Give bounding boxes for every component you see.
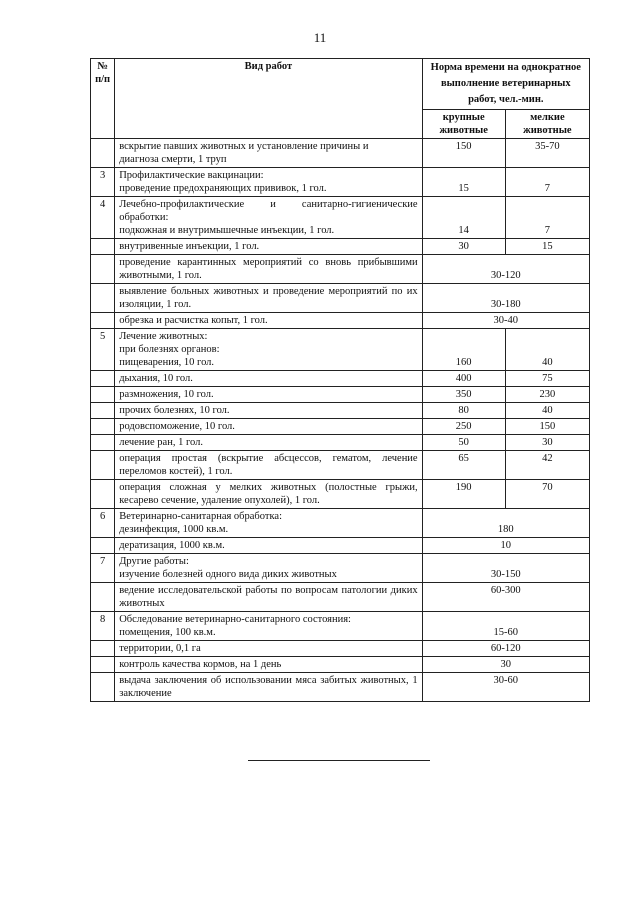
norm-value-large: 14 — [422, 197, 505, 239]
work-description — [115, 451, 422, 480]
norm-value-large: 50 — [422, 435, 505, 451]
table-row — [91, 480, 590, 509]
norm-value-large: 65 — [422, 451, 505, 480]
work-description-line: выявление больных животных и проведение мероприятий по их изоляции, 1 гол. — [119, 286, 418, 310]
table-row — [91, 435, 590, 451]
table-row — [91, 329, 590, 371]
norm-value-large: 80 — [422, 403, 505, 419]
work-description — [115, 435, 422, 451]
table-row — [91, 509, 590, 538]
norms-table — [90, 58, 590, 702]
norm-value-small: 70 — [505, 480, 589, 509]
norm-value-small: 30 — [505, 435, 589, 451]
work-description-line: территории, 0,1 га — [119, 643, 201, 654]
norm-value-large: 250 — [422, 419, 505, 435]
work-description — [115, 419, 422, 435]
table-row — [91, 313, 590, 329]
work-description-line: внутривенные инъекции, 1 гол. — [119, 241, 260, 252]
table-row — [91, 419, 590, 435]
table-row — [91, 657, 590, 673]
work-description — [115, 284, 422, 313]
row-number — [91, 139, 115, 168]
norm-value-large: 30 — [422, 239, 505, 255]
work-description-line: Обследование ветеринарно-санитарного состояния: — [119, 614, 351, 625]
norm-value-large: 150 — [422, 139, 505, 168]
norm-value-small: 15 — [505, 239, 589, 255]
norm-value-large: 400 — [422, 371, 505, 387]
work-description-line: дезинфекция, 1000 кв.м. — [119, 524, 229, 535]
norm-value-small: 40 — [505, 403, 589, 419]
table-row — [91, 641, 590, 657]
norm-value-common: 30-60 — [422, 673, 589, 702]
norm-value-small: 35-70 — [505, 139, 589, 168]
work-description-line: Другие работы: — [119, 556, 189, 567]
table-row — [91, 673, 590, 702]
row-number: 4 — [91, 197, 115, 239]
work-description — [115, 197, 422, 239]
work-description — [115, 329, 422, 371]
table-row — [91, 284, 590, 313]
footer-rule — [248, 760, 430, 761]
work-description-line: подкожная и внутримышечные инъекции, 1 гол. — [119, 225, 335, 236]
norm-value-common: 30 — [422, 657, 589, 673]
work-description-line: прочих болезнях, 10 гол. — [119, 405, 230, 416]
norm-value-common: 180 — [422, 509, 589, 538]
work-description — [115, 139, 422, 168]
work-description-line: проведение карантинных мероприятий со вновь прибывшими животными, 1 гол. — [119, 257, 418, 281]
work-description — [115, 403, 422, 419]
work-description-line: пищеварения, 10 гол. — [119, 357, 215, 368]
norm-value-common: 15-60 — [422, 612, 589, 641]
norm-value-small: 40 — [505, 329, 589, 371]
row-number — [91, 480, 115, 509]
table-row — [91, 387, 590, 403]
row-number — [91, 371, 115, 387]
norm-value-large: 15 — [422, 168, 505, 197]
norm-value-small: 7 — [505, 197, 589, 239]
table-row — [91, 583, 590, 612]
work-description — [115, 673, 422, 702]
work-description — [115, 583, 422, 612]
work-description — [115, 612, 422, 641]
work-description — [115, 371, 422, 387]
norm-value-large: 160 — [422, 329, 505, 371]
row-number: 6 — [91, 509, 115, 538]
norm-value-small: 150 — [505, 419, 589, 435]
work-description-line: Профилактические вакцинации: — [119, 170, 264, 181]
work-description — [115, 509, 422, 538]
row-number — [91, 435, 115, 451]
work-description-line: Ветеринарно-санитарная обработка: — [119, 511, 282, 522]
norm-value-common: 30-120 — [422, 255, 589, 284]
header-small-animals: мелкие животные — [505, 110, 589, 139]
work-description-line: вскрытие павших животных и установление причины и — [119, 141, 369, 152]
work-description-line: размножения, 10 гол. — [119, 389, 214, 400]
norm-value-small: 42 — [505, 451, 589, 480]
table-row — [91, 612, 590, 641]
work-description-line: лечение ран, 1 гол. — [119, 437, 203, 448]
row-number: 7 — [91, 554, 115, 583]
work-description-line: операция сложная у мелких животных (полостные грыжи, кесарево сечение, удаление опухолей), 1 гол. — [119, 482, 418, 506]
work-description-line: изучение болезней одного вида диких животных — [119, 569, 337, 580]
norm-value-small: 7 — [505, 168, 589, 197]
work-description — [115, 538, 422, 554]
norm-value-large: 350 — [422, 387, 505, 403]
work-description-line: Лечение животных: — [119, 331, 208, 342]
work-description-line: дератизация, 1000 кв.м. — [119, 540, 225, 551]
work-description-line: обрезка и расчистка копыт, 1 гол. — [119, 315, 268, 326]
work-description — [115, 239, 422, 255]
work-description-line: Лечебно-профилактические и санитарно-гигиенические обработки: — [119, 199, 418, 223]
row-number: 5 — [91, 329, 115, 371]
norm-value-common: 10 — [422, 538, 589, 554]
table-row — [91, 371, 590, 387]
table-row — [91, 139, 590, 168]
norm-value-common: 30-40 — [422, 313, 589, 329]
work-description — [115, 554, 422, 583]
row-number — [91, 255, 115, 284]
norm-value-small: 230 — [505, 387, 589, 403]
work-description — [115, 387, 422, 403]
work-description — [115, 168, 422, 197]
norm-value-common: 30-150 — [422, 554, 589, 583]
row-number — [91, 313, 115, 329]
header-work-type: Вид работ — [115, 59, 422, 139]
table-row — [91, 255, 590, 284]
page-number: 11 — [313, 30, 327, 45]
table-row — [91, 554, 590, 583]
table-row — [91, 168, 590, 197]
work-description-line: помещения, 100 кв.м. — [119, 627, 216, 638]
row-number — [91, 403, 115, 419]
row-number: 8 — [91, 612, 115, 641]
table-row — [91, 403, 590, 419]
row-number — [91, 641, 115, 657]
work-description-line: дыхания, 10 гол. — [119, 373, 193, 384]
norm-value-common: 60-300 — [422, 583, 589, 612]
work-description — [115, 641, 422, 657]
row-number — [91, 451, 115, 480]
row-number — [91, 284, 115, 313]
work-description — [115, 255, 422, 284]
row-number — [91, 239, 115, 255]
row-number — [91, 583, 115, 612]
header-num: № п/п — [91, 59, 115, 139]
row-number: 3 — [91, 168, 115, 197]
work-description — [115, 313, 422, 329]
work-description-line: родовспоможение, 10 гол. — [119, 421, 235, 432]
row-number — [91, 387, 115, 403]
norm-value-common: 60-120 — [422, 641, 589, 657]
work-description-line: при болезнях органов: — [119, 344, 220, 355]
row-number — [91, 673, 115, 702]
row-number — [91, 419, 115, 435]
work-description-line: операция простая (вскрытие абсцессов, гематом, лечение переломов костей), 1 гол. — [119, 453, 418, 477]
norm-value-common: 30-180 — [422, 284, 589, 313]
row-number — [91, 538, 115, 554]
table-row — [91, 538, 590, 554]
table-row — [91, 451, 590, 480]
work-description-line: контроль качества кормов, на 1 день — [119, 659, 282, 670]
work-description-line: проведение предохраняющих прививок, 1 гол. — [119, 183, 327, 194]
work-description — [115, 657, 422, 673]
table-row — [91, 239, 590, 255]
work-description-line: ведение исследовательской работы по вопросам патологии диких животных — [119, 585, 418, 609]
row-number — [91, 657, 115, 673]
work-description-line: диагноза смерти, 1 труп — [119, 154, 227, 165]
norm-value-large: 190 — [422, 480, 505, 509]
header-norm: Норма времени на однократное выполнение ветеринарных работ, чел.-мин. — [422, 59, 589, 110]
header-large-animals: крупные животные — [422, 110, 505, 139]
work-description — [115, 480, 422, 509]
table-row — [91, 197, 590, 239]
norm-value-small: 75 — [505, 371, 589, 387]
work-description-line: выдача заключения об использовании мяса забитых животных, 1 заключение — [119, 675, 418, 699]
